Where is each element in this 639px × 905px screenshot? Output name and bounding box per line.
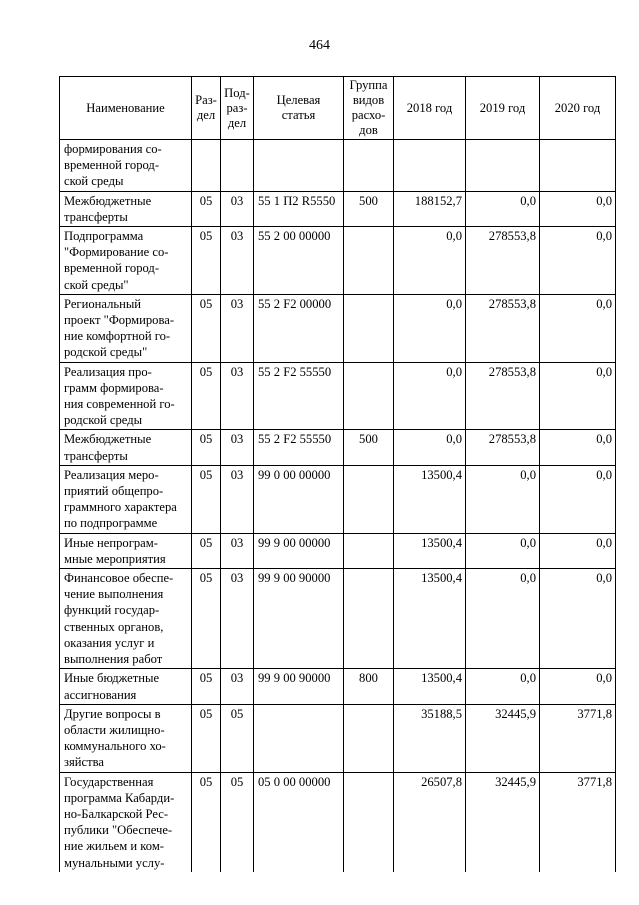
cell-2018: 0,0	[394, 227, 466, 295]
header-2019: 2019 год	[466, 77, 540, 140]
cell-2020: 0,0	[540, 430, 616, 465]
cell-name: Межбюджетные трансферты	[60, 191, 192, 226]
cell-target-article: 05 0 00 00000	[254, 772, 344, 872]
cell-expense-group	[344, 227, 394, 295]
cell-2018: 26507,8	[394, 772, 466, 872]
cell-2020: 0,0	[540, 465, 616, 533]
cell-2019: 0,0	[466, 569, 540, 669]
cell-expense-group	[344, 704, 394, 772]
cell-section: 05	[192, 772, 221, 872]
table-row	[60, 227, 616, 295]
cell-target-article: 99 9 00 90000	[254, 669, 344, 704]
cell-2019: 0,0	[466, 669, 540, 704]
cell-subsection: 05	[221, 704, 254, 772]
cell-2020: 3771,8	[540, 772, 616, 872]
cell-2019: 0,0	[466, 191, 540, 226]
cell-section: 05	[192, 533, 221, 568]
cell-expense-group	[344, 533, 394, 568]
cell-2020: 3771,8	[540, 704, 616, 772]
header-section: Раз- дел	[192, 77, 221, 140]
cell-2019: 0,0	[466, 533, 540, 568]
cell-2019: 278553,8	[466, 227, 540, 295]
cell-name: Межбюджетные трансферты	[60, 430, 192, 465]
table-row	[60, 294, 616, 362]
cell-target-article: 55 2 F2 55550	[254, 430, 344, 465]
cell-2019: 32445,9	[466, 772, 540, 872]
cell-2020: 0,0	[540, 533, 616, 568]
cell-section	[192, 140, 221, 192]
cell-subsection: 03	[221, 533, 254, 568]
cell-section: 05	[192, 430, 221, 465]
cell-subsection: 03	[221, 465, 254, 533]
cell-expense-group	[344, 465, 394, 533]
cell-target-article: 55 2 00 00000	[254, 227, 344, 295]
cell-2018	[394, 140, 466, 192]
table-row	[60, 533, 616, 568]
cell-subsection: 03	[221, 227, 254, 295]
page-number: 464	[309, 38, 330, 53]
cell-2018: 0,0	[394, 362, 466, 430]
header-2018: 2018 год	[394, 77, 466, 140]
cell-target-article: 99 9 00 90000	[254, 569, 344, 669]
cell-2020	[540, 140, 616, 192]
cell-section: 05	[192, 191, 221, 226]
cell-2019: 0,0	[466, 465, 540, 533]
cell-2020: 0,0	[540, 569, 616, 669]
cell-2020: 0,0	[540, 362, 616, 430]
cell-2018: 13500,4	[394, 533, 466, 568]
cell-2018: 13500,4	[394, 669, 466, 704]
table-row	[60, 704, 616, 772]
cell-subsection: 05	[221, 772, 254, 872]
cell-2019: 278553,8	[466, 362, 540, 430]
cell-2018: 0,0	[394, 294, 466, 362]
cell-expense-group	[344, 294, 394, 362]
cell-section: 05	[192, 704, 221, 772]
cell-target-article	[254, 140, 344, 192]
cell-subsection: 03	[221, 569, 254, 669]
cell-name: Другие вопросы в области жилищно- коммунального хо- зяйства	[60, 704, 192, 772]
table-row	[60, 569, 616, 669]
cell-target-article: 55 2 F2 00000	[254, 294, 344, 362]
cell-section: 05	[192, 362, 221, 430]
cell-name: Государственная программа Кабарди- но-Балкарской Рес- публики "Обеспече- ние жильем и ком- мунальными услу-	[60, 772, 192, 872]
cell-expense-group	[344, 772, 394, 872]
header-expense-group: Группа видов расхо- дов	[344, 77, 394, 140]
table-row	[60, 465, 616, 533]
cell-expense-group: 800	[344, 669, 394, 704]
cell-name: Иные непрограм- мные мероприятия	[60, 533, 192, 568]
header-2020: 2020 год	[540, 77, 616, 140]
cell-name: Подпрограмма "Формирование со- временной город- ской среды"	[60, 227, 192, 295]
header-target-article: Целевая статья	[254, 77, 344, 140]
cell-target-article	[254, 704, 344, 772]
cell-2019	[466, 140, 540, 192]
header-subsection: Под- раз- дел	[221, 77, 254, 140]
cell-name: Реализация меро- приятий общепро- граммного характера по подпрограмме	[60, 465, 192, 533]
cell-section: 05	[192, 227, 221, 295]
table-row	[60, 430, 616, 465]
cell-2019: 32445,9	[466, 704, 540, 772]
header-name: Наименование	[60, 77, 192, 140]
cell-subsection: 03	[221, 191, 254, 226]
cell-name: Реализация про- грамм формирова- ния современной го- родской среды	[60, 362, 192, 430]
cell-subsection	[221, 140, 254, 192]
cell-2020: 0,0	[540, 191, 616, 226]
cell-subsection: 03	[221, 294, 254, 362]
cell-section: 05	[192, 569, 221, 669]
cell-2020: 0,0	[540, 227, 616, 295]
table-row	[60, 772, 616, 872]
cell-2020: 0,0	[540, 294, 616, 362]
cell-target-article: 55 2 F2 55550	[254, 362, 344, 430]
cell-2018: 0,0	[394, 430, 466, 465]
cell-2018: 35188,5	[394, 704, 466, 772]
cell-2020: 0,0	[540, 669, 616, 704]
cell-target-article: 99 0 00 00000	[254, 465, 344, 533]
cell-subsection: 03	[221, 430, 254, 465]
table-row	[60, 191, 616, 226]
cell-section: 05	[192, 669, 221, 704]
cell-2019: 278553,8	[466, 430, 540, 465]
cell-name: Финансовое обеспе- чение выполнения функций государ- ственных органов, оказания услуг и выполнения работ	[60, 569, 192, 669]
cell-subsection: 03	[221, 669, 254, 704]
cell-expense-group	[344, 362, 394, 430]
cell-subsection: 03	[221, 362, 254, 430]
cell-target-article: 99 9 00 00000	[254, 533, 344, 568]
cell-2018: 13500,4	[394, 465, 466, 533]
cell-section: 05	[192, 465, 221, 533]
cell-expense-group	[344, 140, 394, 192]
cell-2019: 278553,8	[466, 294, 540, 362]
cell-expense-group: 500	[344, 191, 394, 226]
cell-expense-group	[344, 569, 394, 669]
cell-section: 05	[192, 294, 221, 362]
cell-name: Иные бюджетные ассигнования	[60, 669, 192, 704]
table-header-row	[60, 77, 616, 140]
table-row	[60, 140, 616, 192]
cell-target-article: 55 1 П2 R5550	[254, 191, 344, 226]
table-row	[60, 669, 616, 704]
cell-2018: 13500,4	[394, 569, 466, 669]
cell-name: Региональный проект "Формирова- ние комфортной го- родской среды"	[60, 294, 192, 362]
cell-expense-group: 500	[344, 430, 394, 465]
cell-name: формирования со- временной город- ской среды	[60, 140, 192, 192]
budget-table	[59, 76, 616, 872]
cell-2018: 188152,7	[394, 191, 466, 226]
table-row	[60, 362, 616, 430]
